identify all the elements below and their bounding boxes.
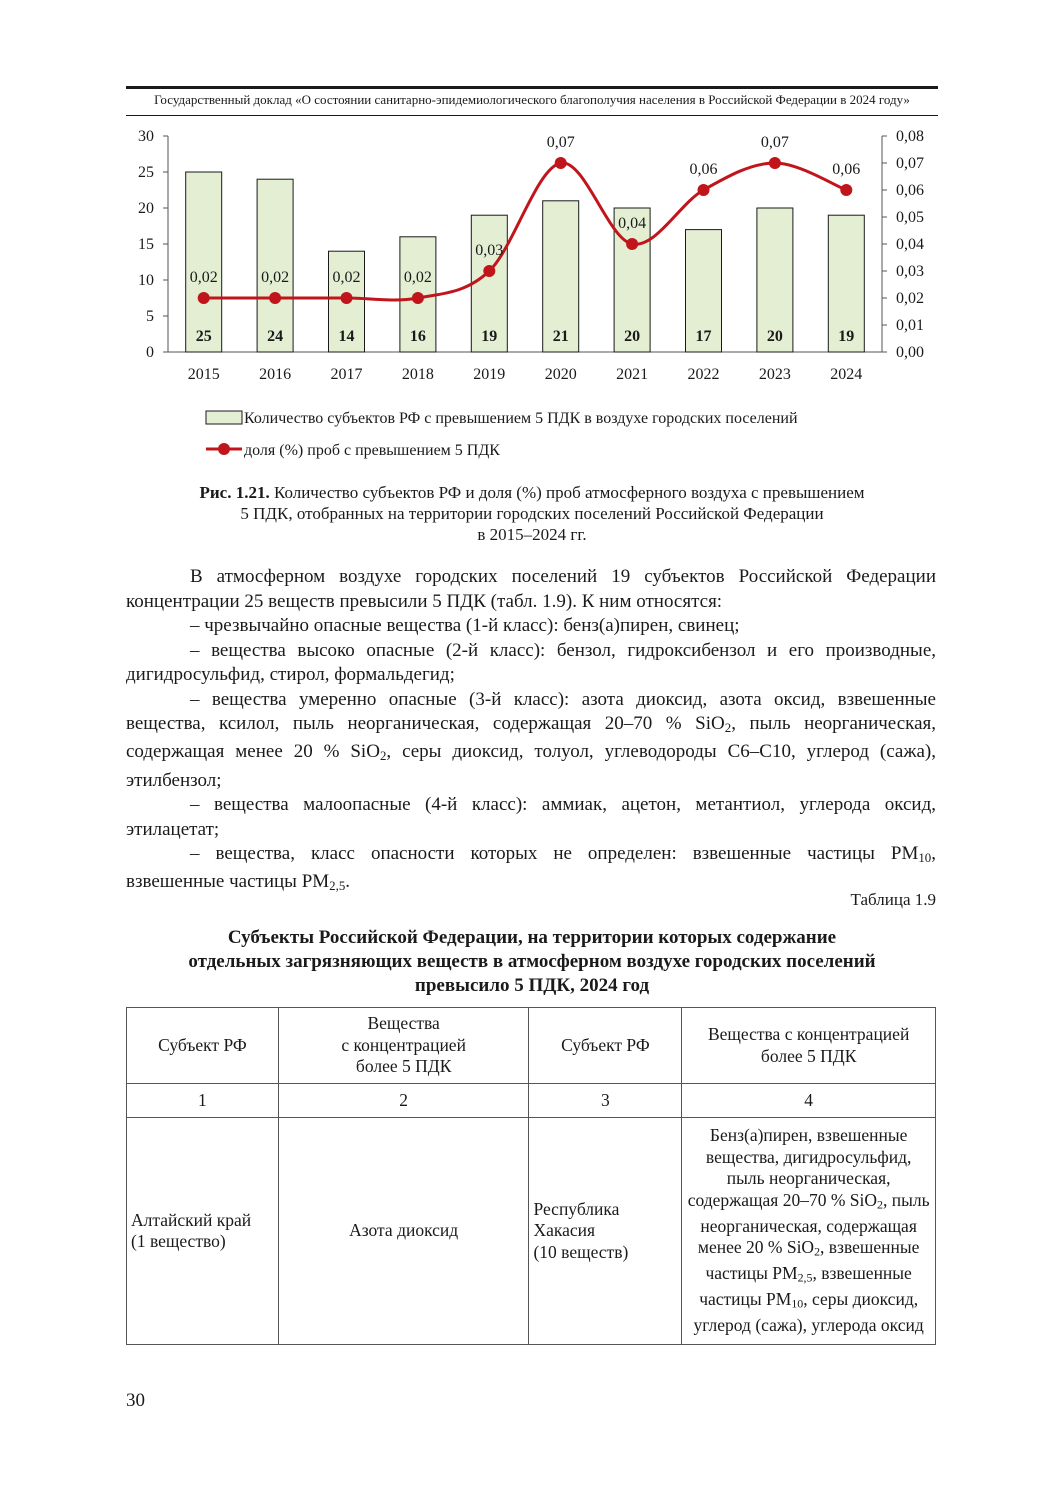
column-number: 2 bbox=[278, 1084, 529, 1118]
line-value-label: 0,07 bbox=[760, 134, 789, 151]
table-header-row bbox=[127, 1008, 936, 1084]
column-number: 4 bbox=[682, 1084, 936, 1118]
line-value-label: 0,07 bbox=[546, 134, 575, 151]
x-tick-label: 2024 bbox=[830, 366, 863, 383]
bar-value-label: 25 bbox=[195, 328, 212, 345]
x-tick-label: 2022 bbox=[687, 366, 720, 383]
x-tick-label: 2017 bbox=[330, 366, 363, 383]
paragraph-intro: В атмосферном воздухе городских поселений 19 субъектов Российской Федерации концентрации 25 веществ превысили 5 ПДК (табл. 1.9). К ним относятся: bbox=[126, 566, 936, 612]
bar-value-label: 20 bbox=[766, 328, 783, 345]
paragraph-class-3: – вещества умеренно опасные (3-й класс): азота диоксид, азота оксид, взвешенные вещества, ксилол, пыль неорганическая, содержащая 20–70 % SiO$_2$, пыль неорганическая, содержащая менее 20 % SiO$_2$, серы диоксид, толуол, углеводороды С6–С10, углерод (сажа), этилбензол; bbox=[126, 688, 936, 791]
line-point bbox=[769, 157, 781, 169]
left-tick-label: 0 bbox=[146, 344, 154, 361]
line-point bbox=[269, 292, 281, 304]
right-tick-label: 0,08 bbox=[896, 128, 924, 145]
right-tick-label: 0,06 bbox=[896, 182, 924, 199]
bar-value-label: 19 bbox=[481, 328, 498, 345]
line-value-label: 0,03 bbox=[475, 242, 504, 259]
left-tick-label: 30 bbox=[138, 128, 154, 145]
legend-bar-label: Количество субъектов РФ с превышением 5 ПДК в воздухе городских поселений bbox=[244, 410, 798, 427]
bar-value-label: 20 bbox=[624, 328, 641, 345]
left-tick-label: 25 bbox=[138, 164, 154, 181]
header-substances-1: Вещества с концентрацией более 5 ПДК bbox=[278, 1008, 529, 1084]
paragraph-class-2: – вещества высоко опасные (2-й класс): бензол, гидроксибензол и его производные, дигидросульфид, стирол, формальдегид; bbox=[126, 639, 936, 685]
line-value-label: 0,02 bbox=[189, 269, 218, 286]
table-title: Субъекты Российской Федерации, на территории которых содержание отдельных загрязняющих веществ в атмосферном воздухе городских поселений превысило 5 ПДК, 2024 год bbox=[188, 927, 876, 996]
subject-cell: Алтайский край (1 вещество) bbox=[127, 1118, 279, 1345]
column-number: 1 bbox=[127, 1084, 279, 1118]
legend-line-marker bbox=[218, 443, 230, 455]
legend-bar-swatch bbox=[206, 411, 242, 424]
line-point bbox=[555, 157, 567, 169]
paragraph-undefined-class: – вещества, класс опасности которых не определен: взвешенные частицы $РМ_{10}$, взвешенные частицы $РМ_{2,5}$. bbox=[126, 843, 936, 894]
substances-cell: Бенз(а)пирен, взвешенные вещества, дигидросульфид, пыль неорганическая, содержащая 20–70 % SiO$_2$, пыль неорганическая, содержащая менее 20 % SiO$_2$, взвешенные частицы $РМ_{2,5}$, взвешенные частицы $РМ_{10}$, серы диоксид, углерод (сажа), углерода оксид bbox=[682, 1118, 936, 1345]
line-value-label: 0,04 bbox=[618, 215, 647, 232]
running-header: Государственный доклад «О состоянии санитарно-эпидемиологического благополучия населения в Российской Федерации в 2024 году» bbox=[126, 86, 938, 116]
bar-value-label: 17 bbox=[695, 328, 712, 345]
right-tick-label: 0,05 bbox=[896, 209, 924, 226]
header-subject-1: Субъект РФ bbox=[127, 1008, 279, 1084]
line-value-label: 0,02 bbox=[403, 269, 432, 286]
line-point bbox=[840, 184, 852, 196]
x-tick-label: 2016 bbox=[259, 366, 292, 383]
line-point bbox=[483, 265, 495, 277]
x-tick-label: 2021 bbox=[616, 366, 649, 383]
page-number: 30 bbox=[126, 1390, 145, 1411]
left-tick-label: 5 bbox=[146, 308, 154, 325]
right-tick-label: 0,07 bbox=[896, 155, 924, 172]
series-line bbox=[204, 163, 847, 300]
line-value-label: 0,02 bbox=[261, 269, 290, 286]
substances-cell: Азота диоксид bbox=[278, 1118, 529, 1345]
figure-label: Рис. 1.21. bbox=[199, 483, 270, 502]
caption-line-3: в 2015–2024 гг. bbox=[477, 525, 587, 544]
table-label: Таблица 1.9 bbox=[850, 890, 936, 909]
line-point bbox=[198, 292, 210, 304]
line-point bbox=[626, 238, 638, 250]
left-tick-label: 15 bbox=[138, 236, 154, 253]
header-subject-2: Субъект РФ bbox=[529, 1008, 682, 1084]
line-point bbox=[698, 184, 710, 196]
bar-value-label: 24 bbox=[267, 328, 284, 345]
table-row bbox=[127, 1118, 936, 1345]
line-value-label: 0,02 bbox=[332, 269, 361, 286]
bar-value-label: 14 bbox=[338, 328, 355, 345]
x-tick-label: 2018 bbox=[401, 366, 434, 383]
left-tick-label: 10 bbox=[138, 272, 154, 289]
right-tick-label: 0,04 bbox=[896, 236, 924, 253]
paragraph-class-1: – чрезвычайно опасные вещества (1-й класс): бенз(а)пирен, свинец; bbox=[190, 615, 740, 636]
bar-value-label: 19 bbox=[838, 328, 855, 345]
line-value-label: 0,06 bbox=[689, 161, 718, 178]
x-tick-label: 2015 bbox=[187, 366, 220, 383]
right-tick-label: 0,02 bbox=[896, 290, 924, 307]
line-point bbox=[412, 292, 424, 304]
x-tick-label: 2020 bbox=[544, 366, 577, 383]
column-number: 3 bbox=[529, 1084, 682, 1118]
right-tick-label: 0,01 bbox=[896, 317, 924, 334]
paragraph-class-4: – вещества малоопасные (4-й класс): аммиак, ацетон, метантиол, углерода оксид, этилацетат; bbox=[126, 794, 936, 840]
bar-line-chart bbox=[120, 120, 950, 465]
line-point bbox=[341, 292, 353, 304]
x-tick-label: 2019 bbox=[473, 366, 506, 383]
subject-cell: Республика Хакасия (10 веществ) bbox=[529, 1118, 682, 1345]
bar-value-label: 21 bbox=[552, 328, 569, 345]
legend-line-label: доля (%) проб с превышением 5 ПДК bbox=[244, 442, 500, 459]
line-value-label: 0,06 bbox=[832, 161, 861, 178]
substances-table bbox=[126, 1007, 936, 1345]
right-tick-label: 0,03 bbox=[896, 263, 924, 280]
bar bbox=[186, 172, 222, 352]
caption-line-2: 5 ПДК, отобранных на территории городских поселений Российской Федерации bbox=[240, 504, 824, 523]
bar-value-label: 16 bbox=[409, 328, 426, 345]
body-text bbox=[126, 565, 936, 899]
header-substances-2: Вещества с концентрацией более 5 ПДК bbox=[682, 1008, 936, 1084]
bar bbox=[257, 179, 293, 352]
x-tick-label: 2023 bbox=[758, 366, 791, 383]
caption-line-1: Количество субъектов РФ и доля (%) проб атмосферного воздуха с превышением bbox=[269, 483, 865, 502]
left-tick-label: 20 bbox=[138, 200, 154, 217]
right-tick-label: 0,00 bbox=[896, 344, 924, 361]
table-number-row bbox=[127, 1084, 936, 1118]
figure-caption bbox=[126, 482, 938, 545]
